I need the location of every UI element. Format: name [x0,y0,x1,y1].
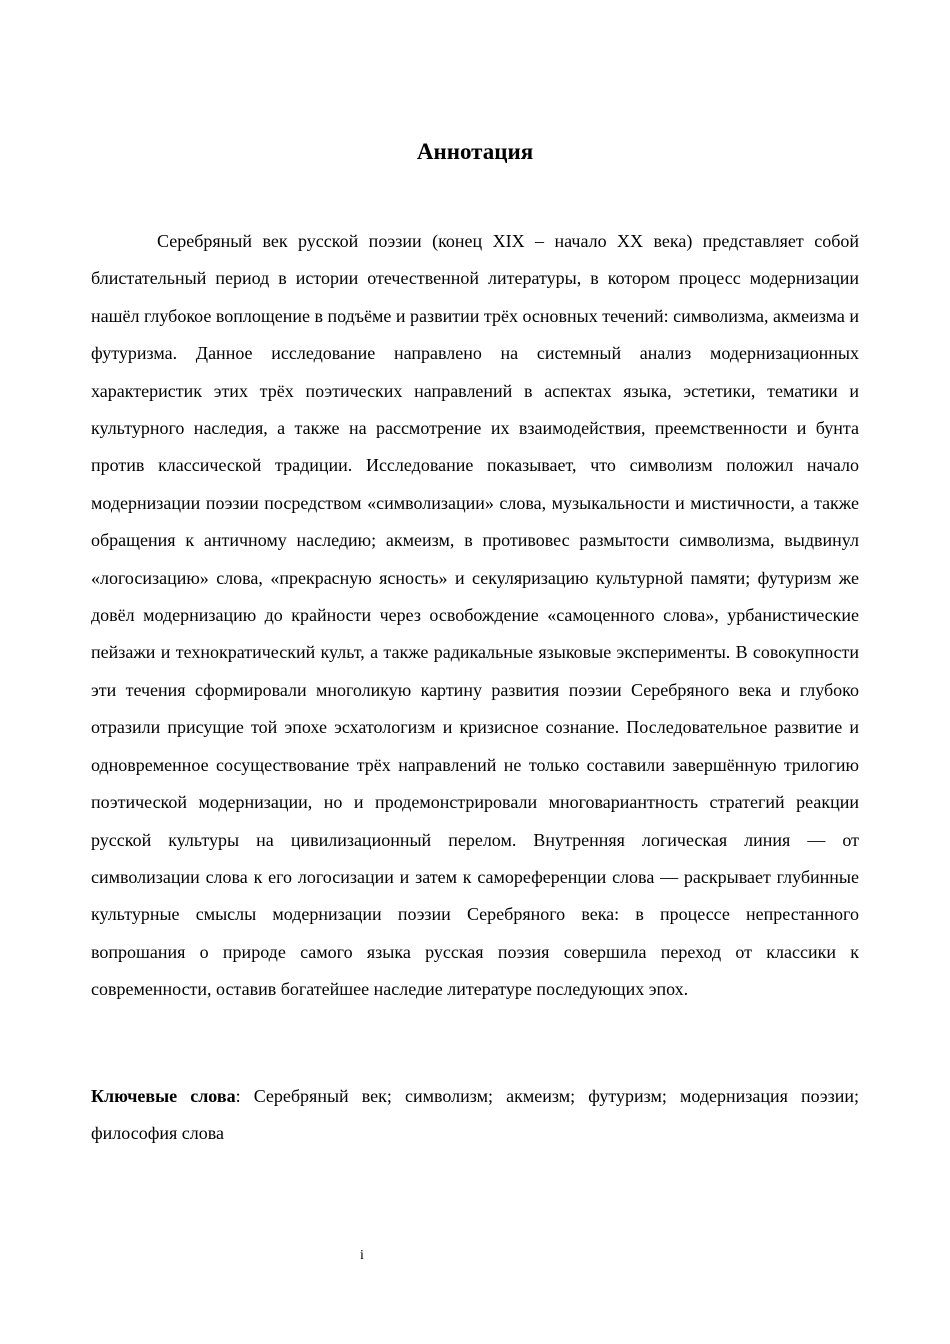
keywords-paragraph [91,1078,859,1153]
abstract-paragraph: Серебряный век русской поэзии (конец XIX – начало XX века) представляет собой блистательный период в истории отечественной литературы, в котором процесс модернизации нашёл глубокое воплощение в подъёме и развитии трёх основных течений: символизма, акмеизма и футуризма. Данное исследование направлено на системный анализ модернизационных характеристик этих трёх поэтических направлений в аспектах языка, эстетики, тематики и культурного наследия, а также на рассмотрение их взаимодействия, преемственности и бунта против классической традиции. Исследование показывает, что символизм положил начало модернизации поэзии посредством «символизации» слова, музыкальности и мистичности, а также обращения к античному наследию; акмеизм, в противовес размытости символизма, выдвинул «логосизацию» слова, «прекрасную ясность» и секуляризацию культурной памяти; футуризм же довёл модернизацию до крайности через освобождение «самоценного слова», урбанистические пейзажи и технократический культ, а также радикальные языковые эксперименты. В совокупности эти течения сформировали многоликую картину развития поэзии Серебряного века и глубоко отразили присущие той эпохе эсхатологизм и кризисное сознание. Последовательное развитие и одновременное сосуществование трёх направлений не только составили завершённую трилогию поэтической модернизации, но и продемонстрировали многовариантность стратегий реакции русской культуры на цивилизационный перелом. Внутренняя логическая линия — от символизации слова к его логосизации и затем к самореференции слова — раскрывает глубинные культурные смыслы модернизации поэзии Серебряного века: в процессе непрестанного вопрошания о природе самого языка русская поэзия совершила переход от классики к современности, оставив богатейшее наследие литературе последующих эпох. [91,231,859,1000]
page-title: Аннотация [416,139,534,164]
keywords-separator: : [235,1086,254,1106]
keywords-label: Ключевые слова [91,1086,236,1106]
page-number: i [360,1248,364,1263]
keywords-list: Серебряный век; символизм; акмеизм; футуризм; модернизация поэзии; философия слова [91,1086,859,1144]
